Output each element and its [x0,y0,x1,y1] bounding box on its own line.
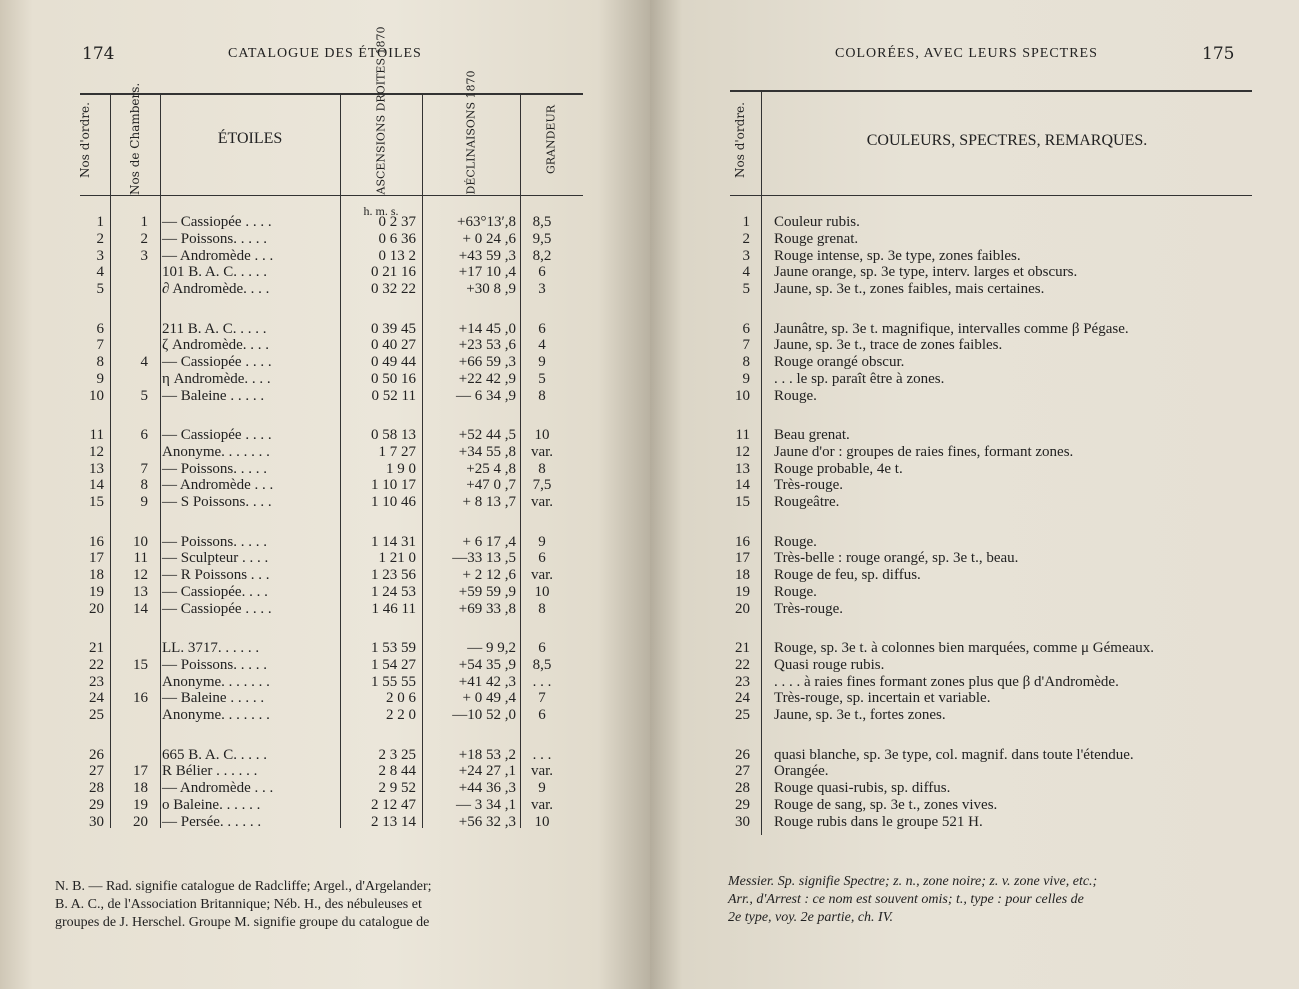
declination: +41 42 ,3 [458,673,516,690]
chambers-number: 3 [140,247,148,264]
left-footnote [55,878,560,932]
magnitude: 10 [534,813,550,830]
right-ascension: 1 23 56 [371,567,416,584]
star-name: ∂ Andromède. . . . [162,281,270,298]
magnitude: var. [530,443,554,460]
remark-text: Jaunâtre, sp. 3e t. magnifique, intervalles comme β Pégase. [774,320,1129,337]
star-name: — Cassiopée . . . . [162,214,272,230]
declination: +22 42 ,9 [458,370,516,387]
remark-text: Très-rouge, sp. incertain et variable. [774,690,991,707]
remark-text: Rouge. [774,583,817,600]
declination: +34 55 ,8 [458,443,516,460]
col-divider [340,93,341,828]
star-name: — Sculpteur . . . . [162,550,269,567]
row-number: 21 [89,640,104,656]
right-ascension: 0 13 2 [378,247,416,264]
remark-text: Rougeâtre. [774,494,840,511]
right-ascension: 1 7 27 [378,443,416,460]
right-ascension: 1 24 53 [371,583,416,600]
col-divider [422,93,423,828]
chambers-number: 1 [140,214,148,230]
row-number: 4 [96,264,104,281]
row-number: 12 [735,443,750,460]
row-number: 11 [735,427,750,443]
remark-text: Très-belle : rouge orangé, sp. 3e t., beau. [774,550,1019,567]
row-number: 26 [735,746,750,763]
chambers-number: 2 [140,230,148,247]
row-number: 7 [742,337,750,354]
declination: +18 53 ,2 [458,746,516,763]
row-number: 24 [735,690,750,707]
chambers-number: 10 [133,533,148,550]
col-divider [520,93,521,828]
remark-text: Couleur rubis. [774,214,860,230]
magnitude: 6 [538,640,546,656]
row-number: 13 [89,460,104,477]
header-etoiles: ÉTOILES [217,130,283,147]
magnitude: 10 [534,583,550,600]
star-name: — Cassiopée . . . . [162,600,272,617]
right-ascension: 2 9 52 [378,780,416,797]
magnitude: 8,5 [532,656,552,673]
remark-text: Rouge orangé obscur. [774,354,905,371]
star-name: Anonyme. . . . . . . [162,707,270,724]
chambers-number: 7 [140,460,148,477]
row-number: 23 [735,673,750,690]
star-name: ζ Andromède. . . . [162,337,270,354]
page-number-right: 175 [1202,44,1235,64]
remark-text: Rouge rubis dans le groupe 521 H. [774,813,983,830]
col-divider [110,93,111,828]
row-number: 5 [742,281,750,298]
row-number: 6 [96,320,104,337]
star-name: 101 B. A. C. . . . . [162,264,268,281]
right-page [650,0,1299,989]
right-ascension: 2 8 44 [378,763,416,780]
row-number: 22 [735,656,750,673]
chambers-number: 4 [140,354,148,371]
right-ascension: 1 46 11 [371,600,416,617]
declination: +14 45 ,0 [458,320,516,337]
declination: +66 59 ,3 [458,354,516,371]
row-number: 17 [89,550,104,567]
chambers-number: 6 [140,427,148,443]
row-number: 4 [742,264,750,281]
header-ascensions: ASCENSIONS DROITES 1870 [374,26,388,195]
declination: +56 32 ,3 [458,813,516,830]
declination: +23 53 ,6 [458,337,516,354]
remark-text: quasi blanche, sp. 3e type, col. magnif. dans toute l'étendue. [774,746,1134,763]
right-ascension: 0 2 37 [378,214,416,230]
magnitude: var. [530,763,554,780]
row-number: 12 [89,443,104,460]
row-number: 3 [742,247,750,264]
row-number: 7 [96,337,104,354]
star-name: — S Poissons. . . . [162,494,272,511]
magnitude: 5 [538,370,546,387]
row-number: 8 [742,354,750,371]
magnitude: 8 [538,387,546,404]
declination: +24 27 ,1 [458,763,516,780]
right-ascension: 2 13 14 [371,813,416,830]
row-number: 18 [89,567,104,584]
declination: —10 52 ,0 [452,707,516,724]
header-ordre: Nos d'ordre. [78,102,92,178]
chambers-number: 16 [133,690,148,707]
row-number: 30 [735,813,750,830]
star-name: — Cassiopée . . . . [162,354,272,371]
declination: +54 35 ,9 [458,656,516,673]
row-number: 16 [735,533,750,550]
remark-text: Rouge grenat. [774,230,859,247]
chambers-number: 20 [133,813,148,830]
right-ascension: 0 39 45 [371,320,416,337]
row-number: 16 [89,533,104,550]
star-name: — Poissons. . . . . [162,230,268,247]
header-bottom-rule [80,195,583,196]
declination: +59 59 ,9 [458,583,516,600]
row-number: 29 [735,796,750,813]
row-number: 1 [742,214,750,230]
row-number: 15 [735,494,750,511]
chambers-number: 18 [133,780,148,797]
chambers-number: 11 [133,550,148,567]
declination: + 0 24 ,6 [462,230,516,247]
remark-text: Jaune, sp. 3e t., fortes zones. [774,707,946,724]
magnitude: 9 [538,533,546,550]
row-number: 18 [735,567,750,584]
note-line: groupes de J. Herschel. Groupe M. signifie groupe du catalogue de [55,915,430,930]
remark-text: . . . . à raies fines formant zones plus que β d'Andromède. [774,673,1119,690]
star-name: — R Poissons . . . [162,567,270,584]
star-name: — Andromède . . . [162,477,274,494]
magnitude: 8 [538,460,546,477]
declination: — 3 34 ,1 [456,796,516,813]
row-number: 22 [89,656,104,673]
magnitude: . . . [532,673,552,690]
declination: +52 44 ,5 [458,427,516,443]
col-divider [160,93,161,828]
magnitude: . . . [532,746,552,763]
magnitude: var. [530,567,554,584]
row-number: 29 [89,796,104,813]
magnitude: 6 [538,264,546,281]
right-ascension: 1 53 59 [371,640,416,656]
remark-text: Rouge, sp. 3e t. à colonnes bien marquées, comme μ Gémeaux. [774,640,1155,656]
magnitude: 9 [538,780,546,797]
running-head-left: CATALOGUE DES ÉTOILES [228,46,422,61]
star-name: — Poissons. . . . . [162,460,268,477]
magnitude: 9 [538,354,546,371]
chambers-number: 17 [133,763,148,780]
star-name: Anonyme. . . . . . . [162,443,270,460]
right-ascension: 0 32 22 [371,281,416,298]
declination: +63°13′,8 [457,214,516,230]
star-name: — Baleine . . . . . [162,387,265,404]
right-ascension: 2 0 6 [386,690,416,707]
declination: —33 13 ,5 [452,550,516,567]
declination: +44 36 ,3 [458,780,516,797]
chambers-number: 14 [133,600,148,617]
chambers-number: 13 [133,583,148,600]
remark-text: Rouge quasi-rubis, sp. diffus. [774,780,951,797]
star-name: o Baleine. . . . . . [162,796,261,813]
declination: — 9 9,2 [467,640,516,656]
right-ascension: 1 10 17 [371,477,416,494]
remark-text: . . . le sp. paraît être à zones. [774,370,945,387]
remark-text: Très-rouge. [774,477,844,494]
declination: +47 0 ,7 [466,477,516,494]
note-line: N. B. — Rad. signifie catalogue de Radcliffe; Argel., d'Argelander; [55,879,432,894]
remark-text: Jaune orange, sp. 3e type, interv. larges et obscurs. [774,264,1078,281]
magnitude: 6 [538,320,546,337]
magnitude: 8,2 [532,247,552,264]
remark-text: Rouge de feu, sp. diffus. [774,567,921,584]
remark-text: Orangée. [774,763,829,780]
magnitude: 6 [538,550,546,567]
magnitude: 10 [534,427,550,443]
row-number: 28 [89,780,104,797]
row-number: 15 [89,494,104,511]
row-number: 1 [96,214,104,230]
right-ascension: 0 49 44 [371,354,416,371]
right-footnote [728,873,1246,927]
table-top-rule-right [730,90,1252,92]
declination: +43 59 ,3 [458,247,516,264]
chambers-number: 15 [133,656,148,673]
declination: +69 33 ,8 [458,600,516,617]
magnitude: 7 [538,690,546,707]
row-number: 2 [96,230,104,247]
row-number: 2 [742,230,750,247]
declination: +30 8 ,9 [466,281,516,298]
row-number: 27 [89,763,104,780]
note-line: 2e type, voy. 2e partie, ch. IV. [728,910,893,925]
row-number: 21 [735,640,750,656]
magnitude: 8 [538,600,546,617]
note-line: Arr., d'Arrest : ce nom est souvent omis; t., type : pour celles de [728,892,1084,907]
right-ascension: 0 50 16 [371,370,416,387]
declination: + 8 13 ,7 [462,494,516,511]
row-number: 5 [96,281,104,298]
declination: +17 10 ,4 [458,264,516,281]
header-grandeur: GRANDEUR [544,104,558,175]
right-ascension: 2 12 47 [371,796,416,813]
right-ascension: 0 40 27 [371,337,416,354]
declination: +25 4 ,8 [466,460,516,477]
declination: + 6 17 ,4 [462,533,516,550]
header-chambers: Nos de Chambers. [128,82,142,195]
row-number: 23 [89,673,104,690]
star-name: — Poissons. . . . . [162,656,268,673]
header-declinaisons: DÉCLINAISONS 1870 [464,70,478,195]
magnitude: 9,5 [532,230,552,247]
row-number: 3 [96,247,104,264]
right-ascension: 1 21 0 [378,550,416,567]
row-number: 25 [89,707,104,724]
remark-text: Rouge probable, 4e t. [774,460,903,477]
star-name: 211 B. A. C. . . . . [162,320,267,337]
row-number: 24 [89,690,104,707]
row-number: 14 [735,477,750,494]
remark-text: Rouge. [774,387,817,404]
row-number: 9 [742,370,750,387]
star-name: — Andromède . . . [162,247,274,264]
right-ascension: 2 3 25 [378,746,416,763]
row-number: 20 [89,600,104,617]
remark-text: Beau grenat. [774,427,850,443]
running-head-right: COLORÉES, AVEC LEURS SPECTRES [835,46,1098,61]
header-couleurs: COULEURS, SPECTRES, REMARQUES. [866,132,1148,149]
remark-text: Rouge de sang, sp. 3e t., zones vives. [774,796,998,813]
remark-text: Très-rouge. [774,600,844,617]
note-line: Messier. Sp. signifie Spectre; z. n., zone noire; z. v. zone vive, etc.; [728,874,1098,889]
chambers-number: 9 [140,494,148,511]
magnitude: 7,5 [532,477,552,494]
declination: — 6 34 ,9 [456,387,516,404]
right-ascension: 1 9 0 [386,460,416,477]
right-ascension: 0 21 16 [371,264,416,281]
magnitude: var. [530,494,554,511]
chambers-number: 12 [133,567,148,584]
declination: + 2 12 ,6 [462,567,516,584]
row-number: 28 [735,780,750,797]
row-number: 25 [735,707,750,724]
chambers-number: 8 [140,477,148,494]
right-ascension: 0 6 36 [378,230,416,247]
star-name: LL. 3717. . . . . . [162,640,260,656]
remark-text: Quasi rouge rubis. [774,656,885,673]
magnitude: 8,5 [532,214,552,230]
magnitude: 3 [538,281,546,298]
right-ascension: 1 54 27 [371,656,416,673]
remark-text: Rouge. [774,533,817,550]
row-number: 30 [89,813,104,830]
row-number: 13 [735,460,750,477]
right-ascension: 1 14 31 [371,533,416,550]
magnitude: 6 [538,707,546,724]
right-ascension: 1 55 55 [371,673,416,690]
declination: + 0 49 ,4 [462,690,516,707]
star-name: — Cassiopée . . . . [162,427,272,443]
magnitude: var. [530,796,554,813]
right-ascension: 0 58 13 [371,427,416,443]
row-number: 8 [96,354,104,371]
row-number: 27 [735,763,750,780]
row-number: 6 [742,320,750,337]
right-ascension: 1 10 46 [371,494,416,511]
star-name: — Poissons. . . . . [162,533,268,550]
page-number-left: 174 [82,44,115,64]
row-number: 11 [89,427,104,443]
row-number: 19 [89,583,104,600]
row-number: 14 [89,477,104,494]
chambers-number: 19 [133,796,148,813]
row-number: 9 [96,370,104,387]
row-number: 20 [735,600,750,617]
chambers-number: 5 [140,387,148,404]
table-top-rule [80,93,583,95]
row-number: 26 [89,746,104,763]
remark-text: Jaune, sp. 3e t., trace de zones faibles. [774,337,1003,354]
remark-text: Jaune, sp. 3e t., zones faibles, mais certaines. [774,281,1045,298]
star-name: — Andromède . . . [162,780,274,797]
star-name: — Cassiopée. . . . [162,583,268,600]
row-number: 10 [735,387,750,404]
magnitude: 4 [538,337,546,354]
right-ascension: 2 2 0 [386,707,416,724]
note-line: B. A. C., de l'Association Britannique; Néb. H., des nébuleuses et [55,897,422,912]
col-divider-right [761,90,762,835]
header-ordre-right: Nos d'ordre. [733,102,747,178]
star-name: 665 B. A. C. . . . . [162,746,268,763]
star-name: R Bélier . . . . . . [162,763,258,780]
star-name: η Andromède. . . . [162,370,271,387]
remark-text: Rouge intense, sp. 3e type, zones faibles. [774,247,1021,264]
units-hms: h. m. s. [363,204,399,218]
row-number: 10 [89,387,104,404]
star-name: — Persée. . . . . . [162,813,262,830]
header-bottom-rule-right [730,195,1252,196]
star-name: — Baleine . . . . . [162,690,265,707]
right-ascension: 0 52 11 [371,387,416,404]
remark-text: Jaune d'or : groupes de raies fines, formant zones. [774,443,1074,460]
row-number: 17 [735,550,750,567]
star-name: Anonyme. . . . . . . [162,673,270,690]
row-number: 19 [735,583,750,600]
